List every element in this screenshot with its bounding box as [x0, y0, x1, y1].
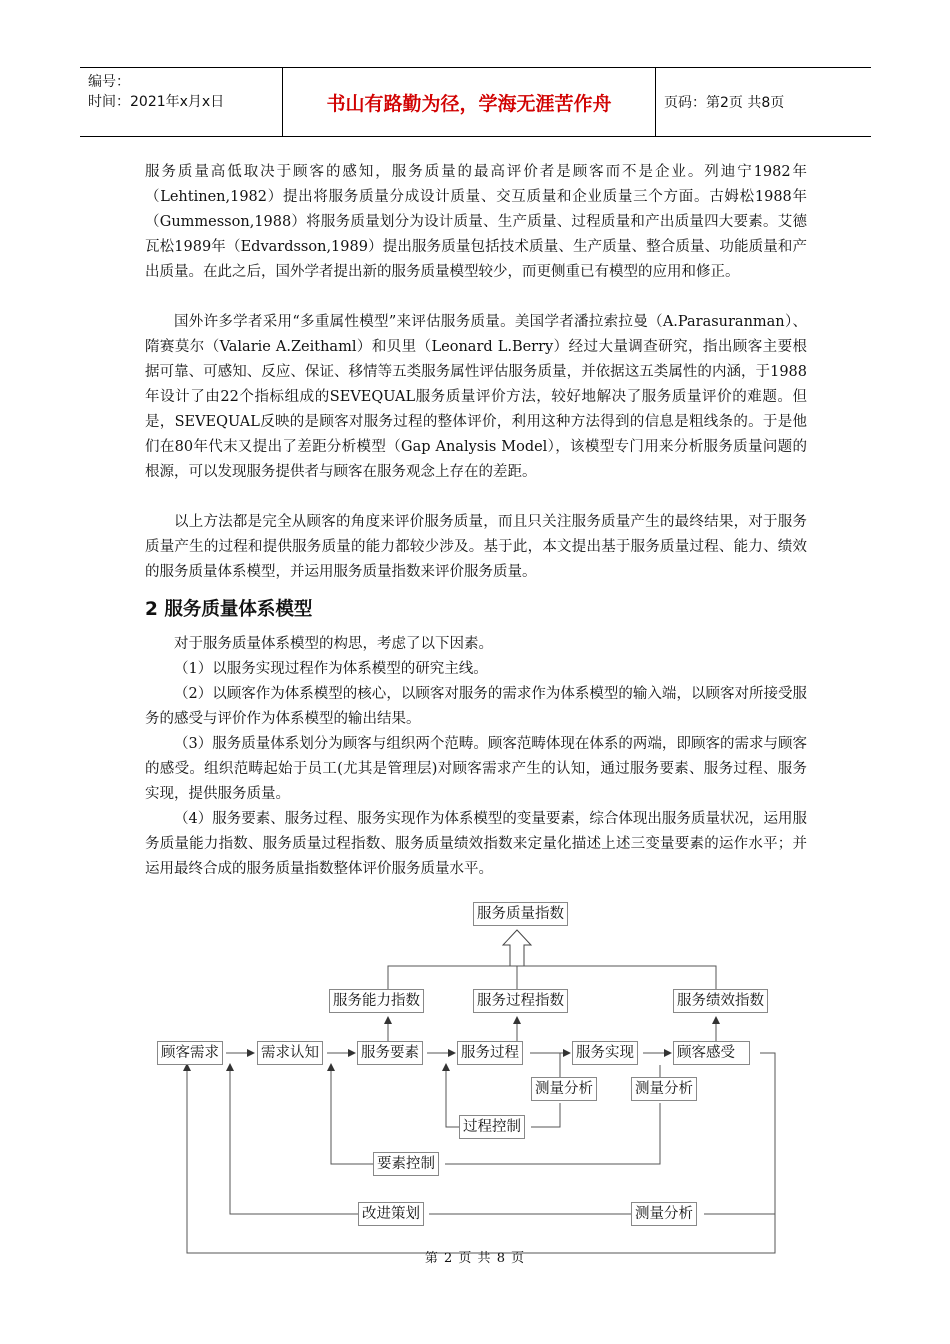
- list-item-4: （4）服务要素、服务过程、服务实现作为体系模型的变量要素，综合体现出服务质量状况，运用服务质量能力指数、服务质量过程指数、服务质量绩效指数来定量化描述上述三变量要素的运作水平；并运用最终合成的服务质量指数整体评价服务质量水平。: [145, 811, 807, 877]
- improvement-planning-box: 改进策划: [358, 1202, 424, 1226]
- service-quality-index-box: 服务质量指数: [473, 902, 568, 926]
- measurement-analysis-box-3: 测量分析: [631, 1202, 697, 1226]
- list-item-1: （1）以服务实现过程作为体系模型的研究主线。: [174, 661, 488, 677]
- date-label: 时间：2021年x月x日: [88, 94, 225, 110]
- capability-index-box: 服务能力指数: [329, 989, 424, 1013]
- header-motto: 书山有路勤为径，学海无涯苦作舟: [283, 68, 656, 136]
- page-footer: 第 2 页 共 8 页: [424, 1251, 526, 1266]
- measurement-analysis-box-2: 测量分析: [631, 1077, 697, 1101]
- service-realization-box: 服务实现: [572, 1041, 638, 1065]
- customer-demand-box: 顾客需求: [157, 1041, 223, 1065]
- paragraph-4: 对于服务质量体系模型的构思，考虑了以下因素。: [174, 636, 493, 652]
- element-control-box: 要素控制: [373, 1152, 439, 1176]
- number-label: 编号：: [88, 74, 130, 90]
- measurement-analysis-box-1: 测量分析: [531, 1077, 597, 1101]
- customer-perception-box: 顾客感受: [673, 1041, 750, 1065]
- paragraph-1: 服务质量高低取决于顾客的感知，服务质量的最高评价者是顾客而不是企业。列迪宁1982年（Lehtinen,1982）提出将服务质量分成设计质量、交互质量和企业质量三个方面。古姆松1988年（Gummesson,1988）将服务质量划分为设计质量、生产质量、过程质量和产出质量四大要素。艾德瓦松1989年（Edvardsson,1989）提出服务质量包括技术质量、生产质量、整合质量、功能质量和产出质量。在此之后，国外学者提出新的服务质量模型较少，而更侧重已有模型的应用和修正。: [145, 164, 807, 280]
- performance-index-box: 服务绩效指数: [673, 989, 768, 1013]
- service-elements-box: 服务要素: [357, 1041, 423, 1065]
- list-item-3: （3）服务质量体系划分为顾客与组织两个范畴。顾客范畴体现在体系的两端，即顾客的需求与顾客的感受。组织范畴起始于员工(尤其是管理层)对顾客需求产生的认知，通过服务要素、服务过程、服务实现，提供服务质量。: [145, 736, 807, 802]
- list-item-2: （2）以顾客作为体系模型的核心，以顾客对服务的需求作为体系模型的输入端，以顾客对所接受服务的感受与评价作为体系模型的输出结果。: [145, 686, 807, 727]
- header-page-info: 页码：第2页 共8页: [664, 95, 785, 111]
- paragraph-3: 以上方法都是完全从顾客的角度来评价服务质量，而且只关注服务质量产生的最终结果，对于服务质量产生的过程和提供服务质量的能力都较少涉及。基于此，本文提出基于服务质量过程、能力、绩效的服务质量体系模型，并运用服务质量指数来评价服务质量。: [145, 514, 807, 580]
- paragraph-2: 国外许多学者采用“多重属性模型”来评估服务质量。美国学者潘拉索拉曼（A.Parasuranman）、隋赛莫尔（Valarie A.Zeithaml）和贝里（Leonard L.Berry）经过大量调查研究，指出顾客主要根据可靠、可感知、反应、保证、移情等五类服务属性评估服务质量，并依据这五类属性的内涵，于1988年设计了由22个指标组成的SEVEQUAL服务质量评价方法，较好地解决了服务质量评价的难题。但是，SEVEQUAL反映的是顾客对服务过程的整体评价，利用这种方法得到的信息是粗线条的。于是他们在80年代末又提出了差距分析模型（Gap Analysis Model），该模型专门用来分析服务质量问题的根源，可以发现服务提供者与顾客在服务观念上存在的差距。: [145, 314, 807, 480]
- demand-cognition-box: 需求认知: [257, 1041, 323, 1065]
- process-control-box: 过程控制: [459, 1115, 525, 1139]
- section-heading: 2 服务质量体系模型: [145, 599, 313, 620]
- service-process-box: 服务过程: [457, 1041, 523, 1065]
- process-index-box: 服务过程指数: [473, 989, 568, 1013]
